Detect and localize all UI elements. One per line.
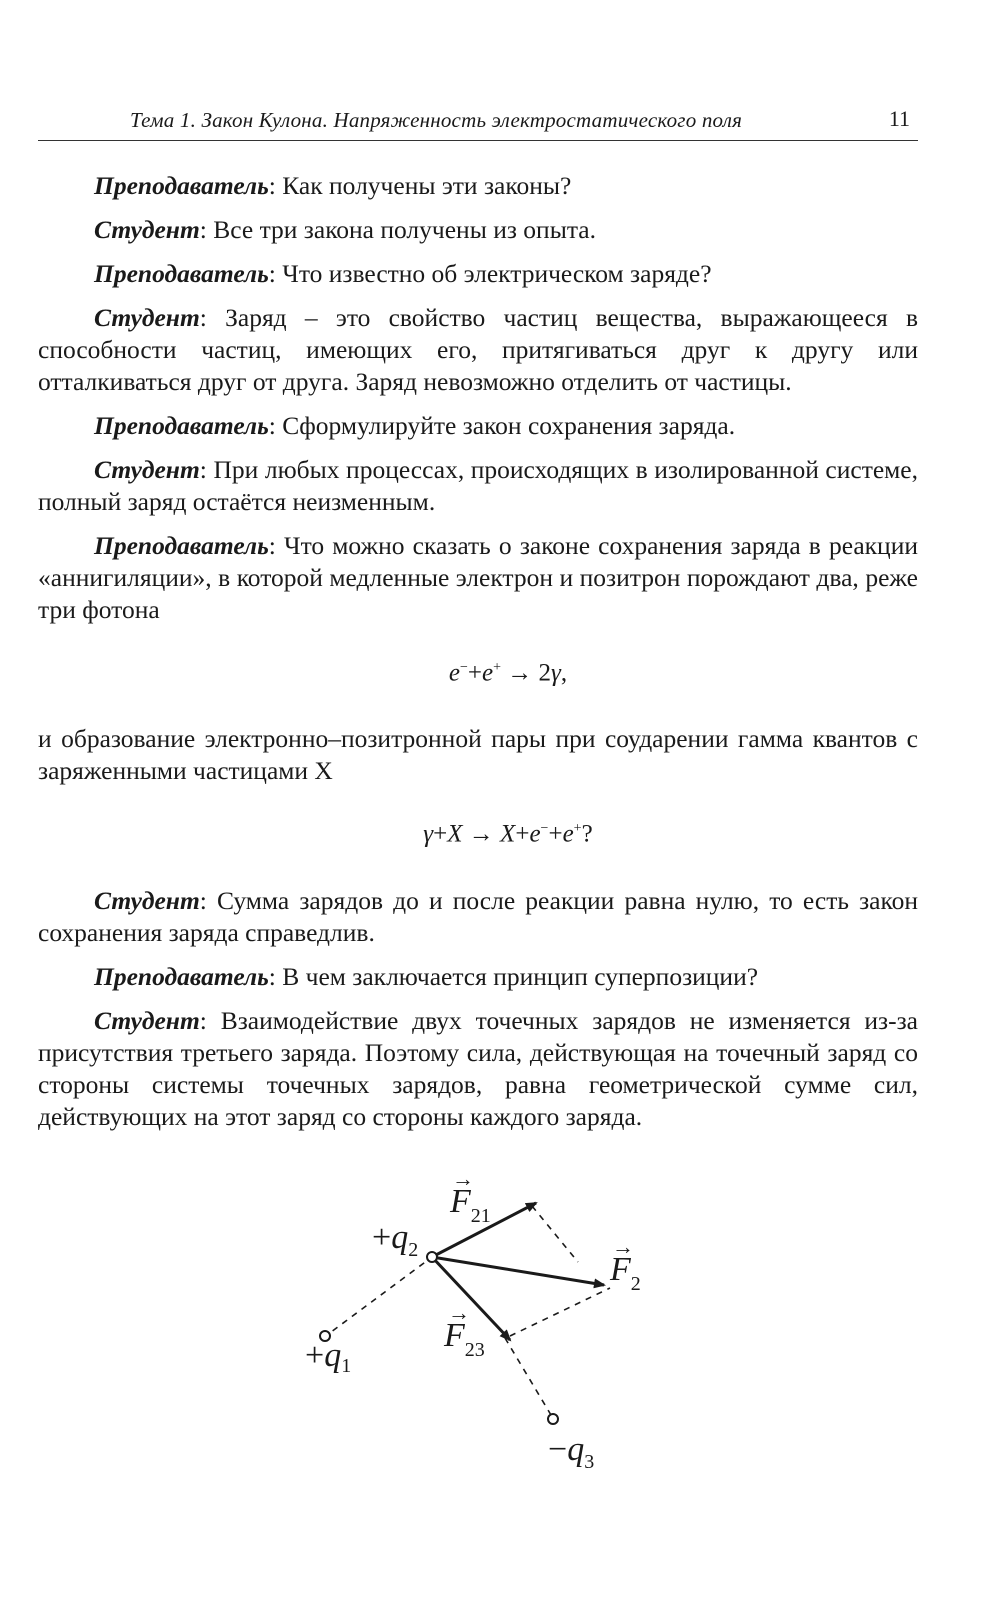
vector-mark-f23: →	[448, 1300, 470, 1325]
main-text	[38, 170, 918, 1145]
speaker-student: Студент	[94, 455, 200, 484]
line-text: : Сумма зарядов до и после реакции равна нулю, то есть закон сохранения заряда справедлив.	[38, 885, 918, 947]
annihilation-formula: e−+e+ → 2γ,	[448, 659, 568, 687]
vector-f2	[432, 1257, 604, 1285]
superposition-diagram	[0, 1170, 1000, 1470]
dialogue-line	[38, 170, 918, 202]
dashed-line-f23-q3	[505, 1338, 551, 1415]
charge-q3-point	[548, 1414, 558, 1424]
label-q3: $-q_3$	[548, 1431, 595, 1470]
speaker-teacher: Преподаватель	[94, 259, 269, 288]
line-text: : В чем заключается принцип суперпозиции?	[268, 961, 759, 991]
speaker-teacher: Преподаватель	[94, 171, 269, 200]
speaker-student: Студент	[94, 215, 200, 244]
line-text: : Заряд – это свойство частиц вещества, выражающееся в способности частиц, имеющих его, притягиваться друг к другу или отталкиваться друг от друга. Заряд невозможно отделить от частицы.	[38, 303, 918, 396]
speaker-student: Студент	[94, 303, 200, 332]
label-f23: $F_{23}$	[444, 1317, 485, 1361]
speaker-teacher: Преподаватель	[94, 531, 269, 560]
dashed-line-f23-f2	[510, 1288, 610, 1336]
label-f2: $F_2$	[610, 1251, 641, 1295]
dialogue-line	[38, 302, 918, 398]
label-f21: $F_{21}$	[450, 1183, 491, 1227]
line-text: : Что известно об электрическом заряде?	[268, 259, 712, 288]
header-title: Тема 1. Закон Кулона. Напряженность электростатического поля	[130, 108, 743, 132]
line-text: : Как получены эти законы?	[268, 171, 572, 200]
vector-mark-f2: →	[612, 1234, 634, 1259]
line-text: : При любых процессах, происходящих в изолированной системе, полный заряд остаётся неизменным.	[38, 455, 918, 516]
label-q2: $+q_2$	[372, 1219, 419, 1261]
line-text: : Все три закона получены из опыта.	[199, 215, 596, 244]
dialogue-line	[38, 1005, 918, 1133]
dashed-line-f21-f2	[532, 1206, 578, 1262]
dialogue-line	[38, 410, 918, 442]
speaker-teacher: Преподаватель	[94, 961, 269, 991]
speaker-teacher: Преподаватель	[94, 411, 269, 440]
page-number: 11	[888, 106, 910, 131]
line-text: : Сформулируйте закон сохранения заряда.	[268, 411, 736, 440]
label-q1: +q1	[305, 1337, 352, 1377]
middle-text: и образование электронно–позитронной пары при соударении гамма квантов с заряженными частицами X	[38, 724, 918, 786]
vector-mark-f21: →	[452, 1170, 474, 1191]
line-text: : Что можно сказать о законе сохранения заряда в реакции «аннигиляции», в которой медленные электрон и позитрон порождают два, реже три фотона	[38, 531, 918, 624]
running-header	[38, 106, 918, 141]
dialogue-line	[38, 885, 918, 949]
charge-q2-point	[427, 1252, 437, 1262]
dialogue-line	[38, 258, 918, 290]
line-text: : Взаимодействие двух точечных зарядов не изменяется из-за присутствия третьего заряда. Поэтому сила, действующая на точечный заряд со стороны системы точечных зарядов, равна геометрической сумме сил, действующих на этот заряд со стороны каждого заряда.	[38, 1005, 918, 1131]
pair-production-formula: γ+X → X+e−+e+?	[423, 820, 593, 848]
dialogue-line	[38, 454, 918, 518]
dialogue-line	[38, 961, 918, 993]
dialogue-line	[38, 214, 918, 246]
speaker-student: Студент	[94, 1005, 200, 1035]
dialogue-line	[38, 530, 918, 626]
dashed-line-q1-q2	[323, 1257, 432, 1338]
speaker-student: Студент	[94, 885, 200, 915]
